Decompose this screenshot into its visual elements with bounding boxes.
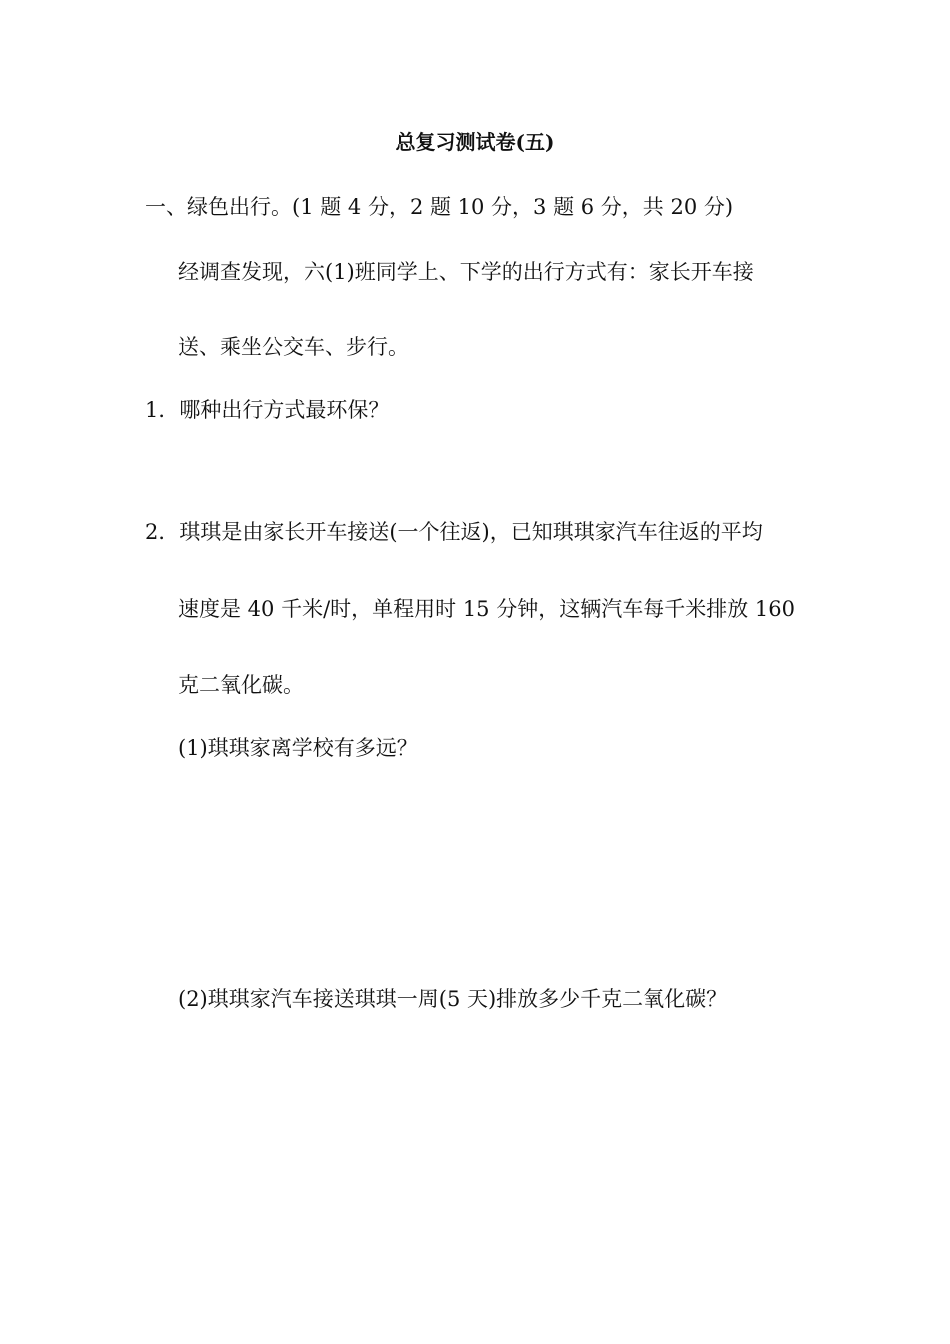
question-2-sub-2: (2)琪琪家汽车接送琪琪一周(5 天)排放多少千克二氧化碳？ — [178, 987, 728, 1011]
question-2-line-2: 速度是 40 千米/时，单程用时 15 分钟，这辆汽车每千米排放 160 — [178, 597, 795, 621]
intro-text-line-1: 经调查发现，六(1)班同学上、下学的出行方式有：家长开车接 — [178, 260, 754, 284]
section-heading: 一、绿色出行。(1 题 4 分，2 题 10 分，3 题 6 分，共 20 分) — [145, 195, 734, 219]
page-title: 总复习测试卷(五) — [395, 130, 555, 154]
question-2-line-3: 克二氧化碳。 — [178, 673, 304, 697]
question-2-sub-1: (1)琪琪家离学校有多远？ — [178, 736, 418, 760]
question-1: 1．哪种出行方式最环保？ — [145, 398, 390, 422]
intro-text-line-2: 送、乘坐公交车、步行。 — [178, 335, 409, 359]
question-2-line-1: 2．琪琪是由家长开车接送(一个往返)，已知琪琪家汽车往返的平均 — [145, 520, 763, 544]
